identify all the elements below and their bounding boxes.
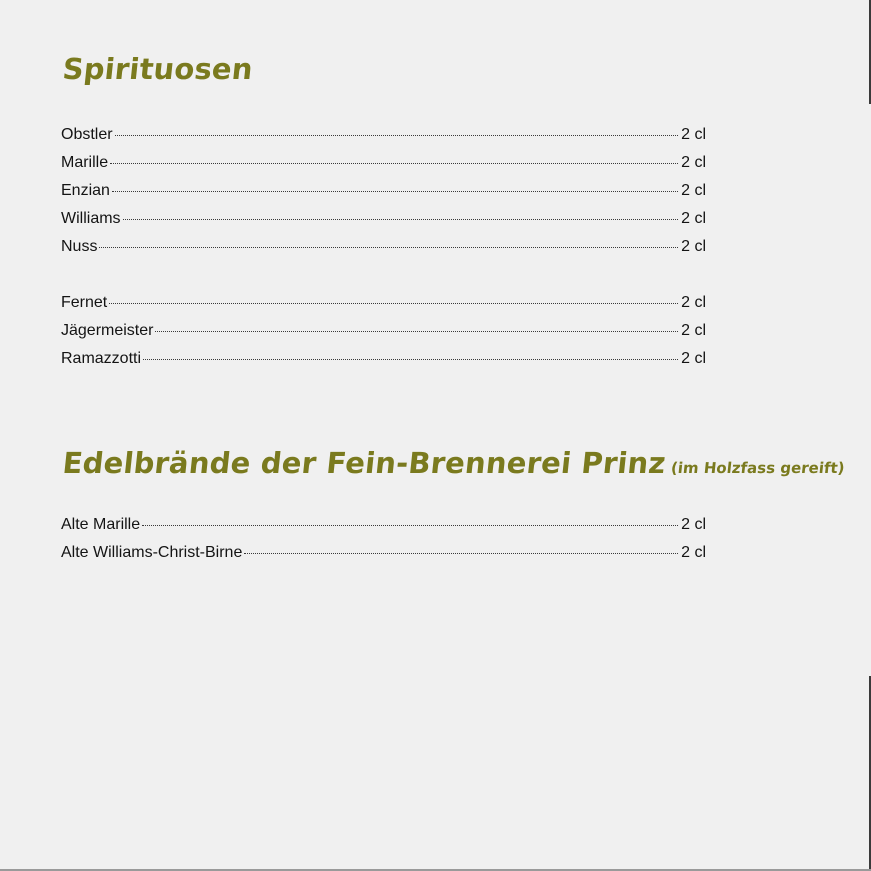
item-amount: 2 cl: [681, 350, 706, 367]
item-amount: 2 cl: [681, 238, 706, 255]
item-name: Jägermeister: [61, 322, 154, 339]
item-amount: 2 cl: [681, 126, 706, 143]
menu-item: [61, 149, 706, 177]
dotted-leader: [155, 331, 678, 332]
item-amount: 2 cl: [681, 182, 706, 199]
dotted-leader: [244, 553, 678, 554]
dotted-leader: [115, 135, 679, 136]
item-name: Alte Williams-Christ-Birne: [61, 544, 243, 561]
item-amount: 2 cl: [681, 154, 706, 171]
menu-item: [61, 317, 706, 345]
item-amount: 2 cl: [681, 294, 706, 311]
dotted-leader: [99, 247, 678, 248]
item-name: Obstler: [61, 126, 113, 143]
dotted-leader: [123, 219, 679, 220]
section-title-text: Spirituosen: [61, 52, 255, 86]
menu-item: [61, 177, 706, 205]
item-amount: 2 cl: [681, 544, 706, 561]
dotted-leader: [142, 525, 678, 526]
menu-item: [61, 121, 706, 149]
dotted-leader: [110, 163, 678, 164]
item-name: Fernet: [61, 294, 108, 311]
menu-item: [61, 289, 706, 317]
section-title-edelbraende: [61, 446, 847, 480]
menu-item: [61, 233, 706, 261]
menu-item: [61, 345, 706, 373]
item-name: Williams: [61, 210, 121, 227]
section-subtitle: (im Holzfass gereift): [670, 459, 846, 477]
spirituosen-list-2: [61, 289, 706, 373]
item-name: Enzian: [61, 182, 110, 199]
section-title-spirituosen: [61, 52, 255, 86]
spirituosen-list-1: [61, 121, 706, 261]
item-name: Nuss: [61, 238, 98, 255]
dotted-leader: [112, 191, 678, 192]
dotted-leader: [109, 303, 678, 304]
dotted-leader: [143, 359, 678, 360]
item-name: Marille: [61, 154, 109, 171]
section-title-text: Edelbrände der Fein-Brennerei Prinz: [61, 446, 668, 480]
edelbraende-list: [61, 511, 706, 567]
item-amount: 2 cl: [681, 516, 706, 533]
item-name: Ramazzotti: [61, 350, 142, 367]
menu-item: [61, 539, 706, 567]
menu-item: [61, 205, 706, 233]
item-name: Alte Marille: [61, 516, 141, 533]
item-amount: 2 cl: [681, 322, 706, 339]
item-amount: 2 cl: [681, 210, 706, 227]
menu-item: [61, 511, 706, 539]
